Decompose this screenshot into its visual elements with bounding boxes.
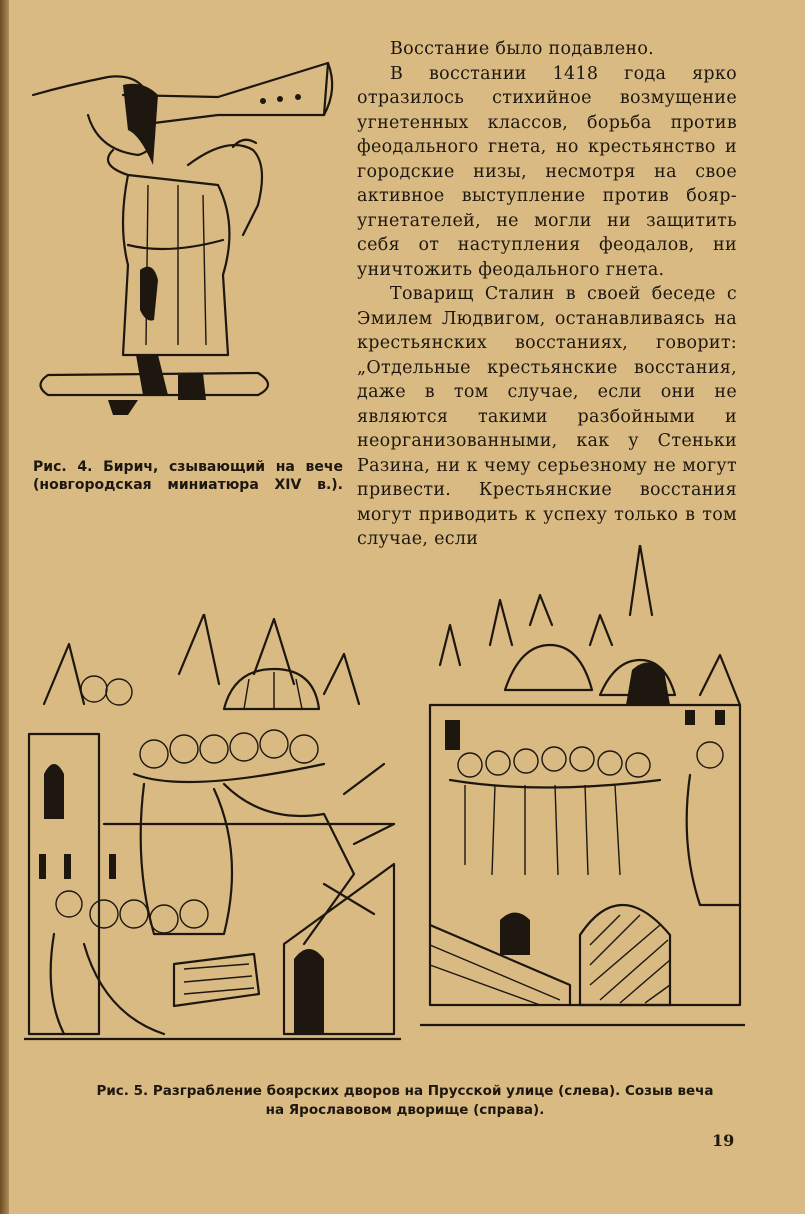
figure-5-caption (40, 1082, 770, 1120)
figure-4-illustration (28, 55, 348, 425)
figure-4-caption-line-1: Рис. 4. Бирич, сзывающий на вече (33, 459, 343, 475)
body-text (357, 37, 737, 552)
figure-5-left-illustration (24, 614, 401, 1042)
figure-5-caption-line-2: на Ярославовом дворище (справа). (265, 1102, 545, 1118)
paragraph-3: Товарищ Сталин в своей беседе с Эмилем Людвигом, останавливаясь на крестьянских восстаниях, говорит: „Отдельные крестьянские восстания, даже в том случае, если они не являются такими разбойными и неорганизованными, как у Стеньки Разина, ни к чему серьезному не могут привести. Крестьянские восстания могут приводить к успеху только в том случае, если (357, 284, 737, 549)
figure-5-caption-line-1: Рис. 5. Разграбление боярских дворов на Прусской улице (слева). Созыв веча (96, 1083, 714, 1099)
figure-5-right-illustration (420, 545, 745, 1035)
figure-4-caption (33, 458, 343, 494)
page-edge (0, 0, 9, 1214)
paragraph-1: Восстание было подавлено. (390, 39, 655, 59)
paragraph-2: В восстании 1418 года ярко отразилось стихийное возмущение угнетенных классов, борьба против феодального гнета, но крестьянство и городские низы, несмотря на свое активное выступление против бояр-угнетателей, не могли ни защитить себя от наступления феодалов, ни уничтожить феодального гнета. (357, 63, 737, 280)
page-number: 19 (712, 1131, 735, 1150)
figure-4-caption-line-2: (новгородская миниатюра XIV в.). (33, 477, 343, 493)
